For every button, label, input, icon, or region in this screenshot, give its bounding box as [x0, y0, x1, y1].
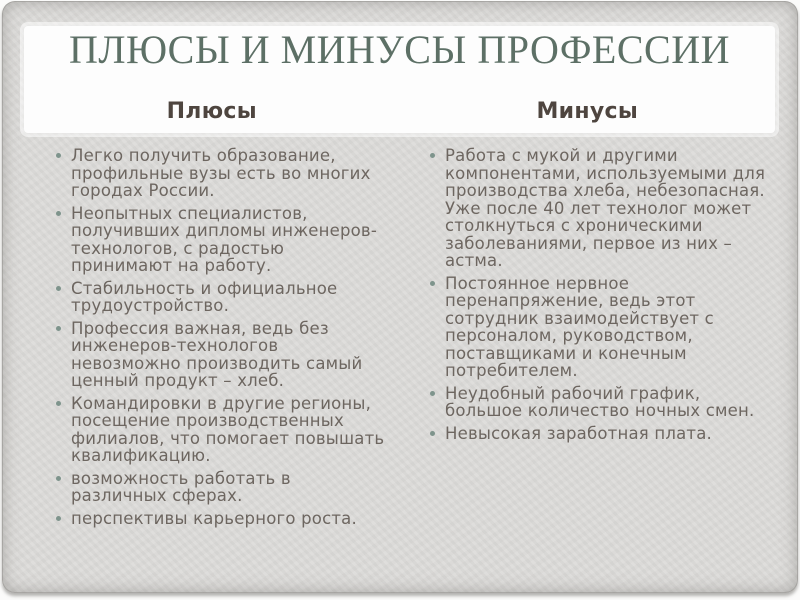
bullet-icon — [56, 326, 61, 331]
list-item-text: Стабильность и официальное трудоустройство. — [71, 278, 338, 315]
bullet-icon — [56, 516, 61, 521]
cons-column — [400, 141, 798, 593]
list-item — [54, 510, 390, 528]
list-item — [428, 425, 782, 443]
list-item — [54, 205, 390, 275]
list-item-text: Работа с мукой и другими компонентами, используемыми для производства хлеба, небезопасная. Уже после 40 лет технолог может столкнуться с хроническими заболеваниями, первое из них – астма. — [445, 146, 766, 270]
bullet-icon — [56, 476, 61, 481]
bullet-icon — [430, 153, 435, 158]
list-item-text: Легко получить образование, профильные вузы есть во многих городах России. — [71, 146, 371, 200]
bullet-icon — [56, 211, 61, 216]
list-item — [54, 470, 390, 505]
list-item — [54, 280, 390, 315]
cons-list — [428, 147, 782, 442]
bullet-icon — [56, 401, 61, 406]
column-headers-row — [24, 99, 775, 133]
list-item-text: перспективы карьерного роста. — [71, 508, 357, 528]
list-item — [428, 147, 782, 270]
bullet-icon — [430, 391, 435, 396]
list-item — [54, 395, 390, 465]
bullet-icon — [430, 431, 435, 436]
bullet-icon — [56, 286, 61, 291]
list-item-text: Невысокая заработная плата. — [445, 423, 712, 443]
list-item-text: Неопытных специалистов, получивших дипломы инженеров-технологов, с радостью принимают на работу. — [71, 203, 378, 275]
presentation-slide — [2, 1, 798, 593]
pros-column — [2, 141, 400, 593]
slide-title: ПЛЮСЫ И МИНУСЫ ПРОФЕССИИ — [69, 27, 730, 72]
list-item-text: Неудобный рабочий график, большое количество ночных смен. — [445, 383, 755, 420]
columns-content — [2, 141, 798, 593]
pros-list — [54, 147, 390, 527]
title-box — [24, 26, 775, 133]
list-item-text: возможность работать в различных сферах. — [71, 468, 291, 505]
pros-column-header: Плюсы — [166, 99, 257, 124]
list-item — [54, 147, 390, 200]
cons-column-header: Минусы — [536, 99, 639, 124]
bullet-icon — [430, 281, 435, 286]
list-item-text: Постоянное нервное перенапряжение, ведь этот сотрудник взаимодействует с персоналом, руководством, поставщиками и конечным потребителем. — [445, 273, 714, 380]
list-item-text: Командировки в другие регионы, посещение производственных филиалов, что помогает повышать квалификацию. — [71, 393, 385, 465]
bullet-icon — [56, 153, 61, 158]
list-item-text: Профессия важная, ведь без инженеров-технологов невозможно производить самый ценный продукт – хлеб. — [71, 318, 363, 390]
list-item — [428, 275, 782, 380]
list-item — [428, 385, 782, 420]
list-item — [54, 320, 390, 390]
